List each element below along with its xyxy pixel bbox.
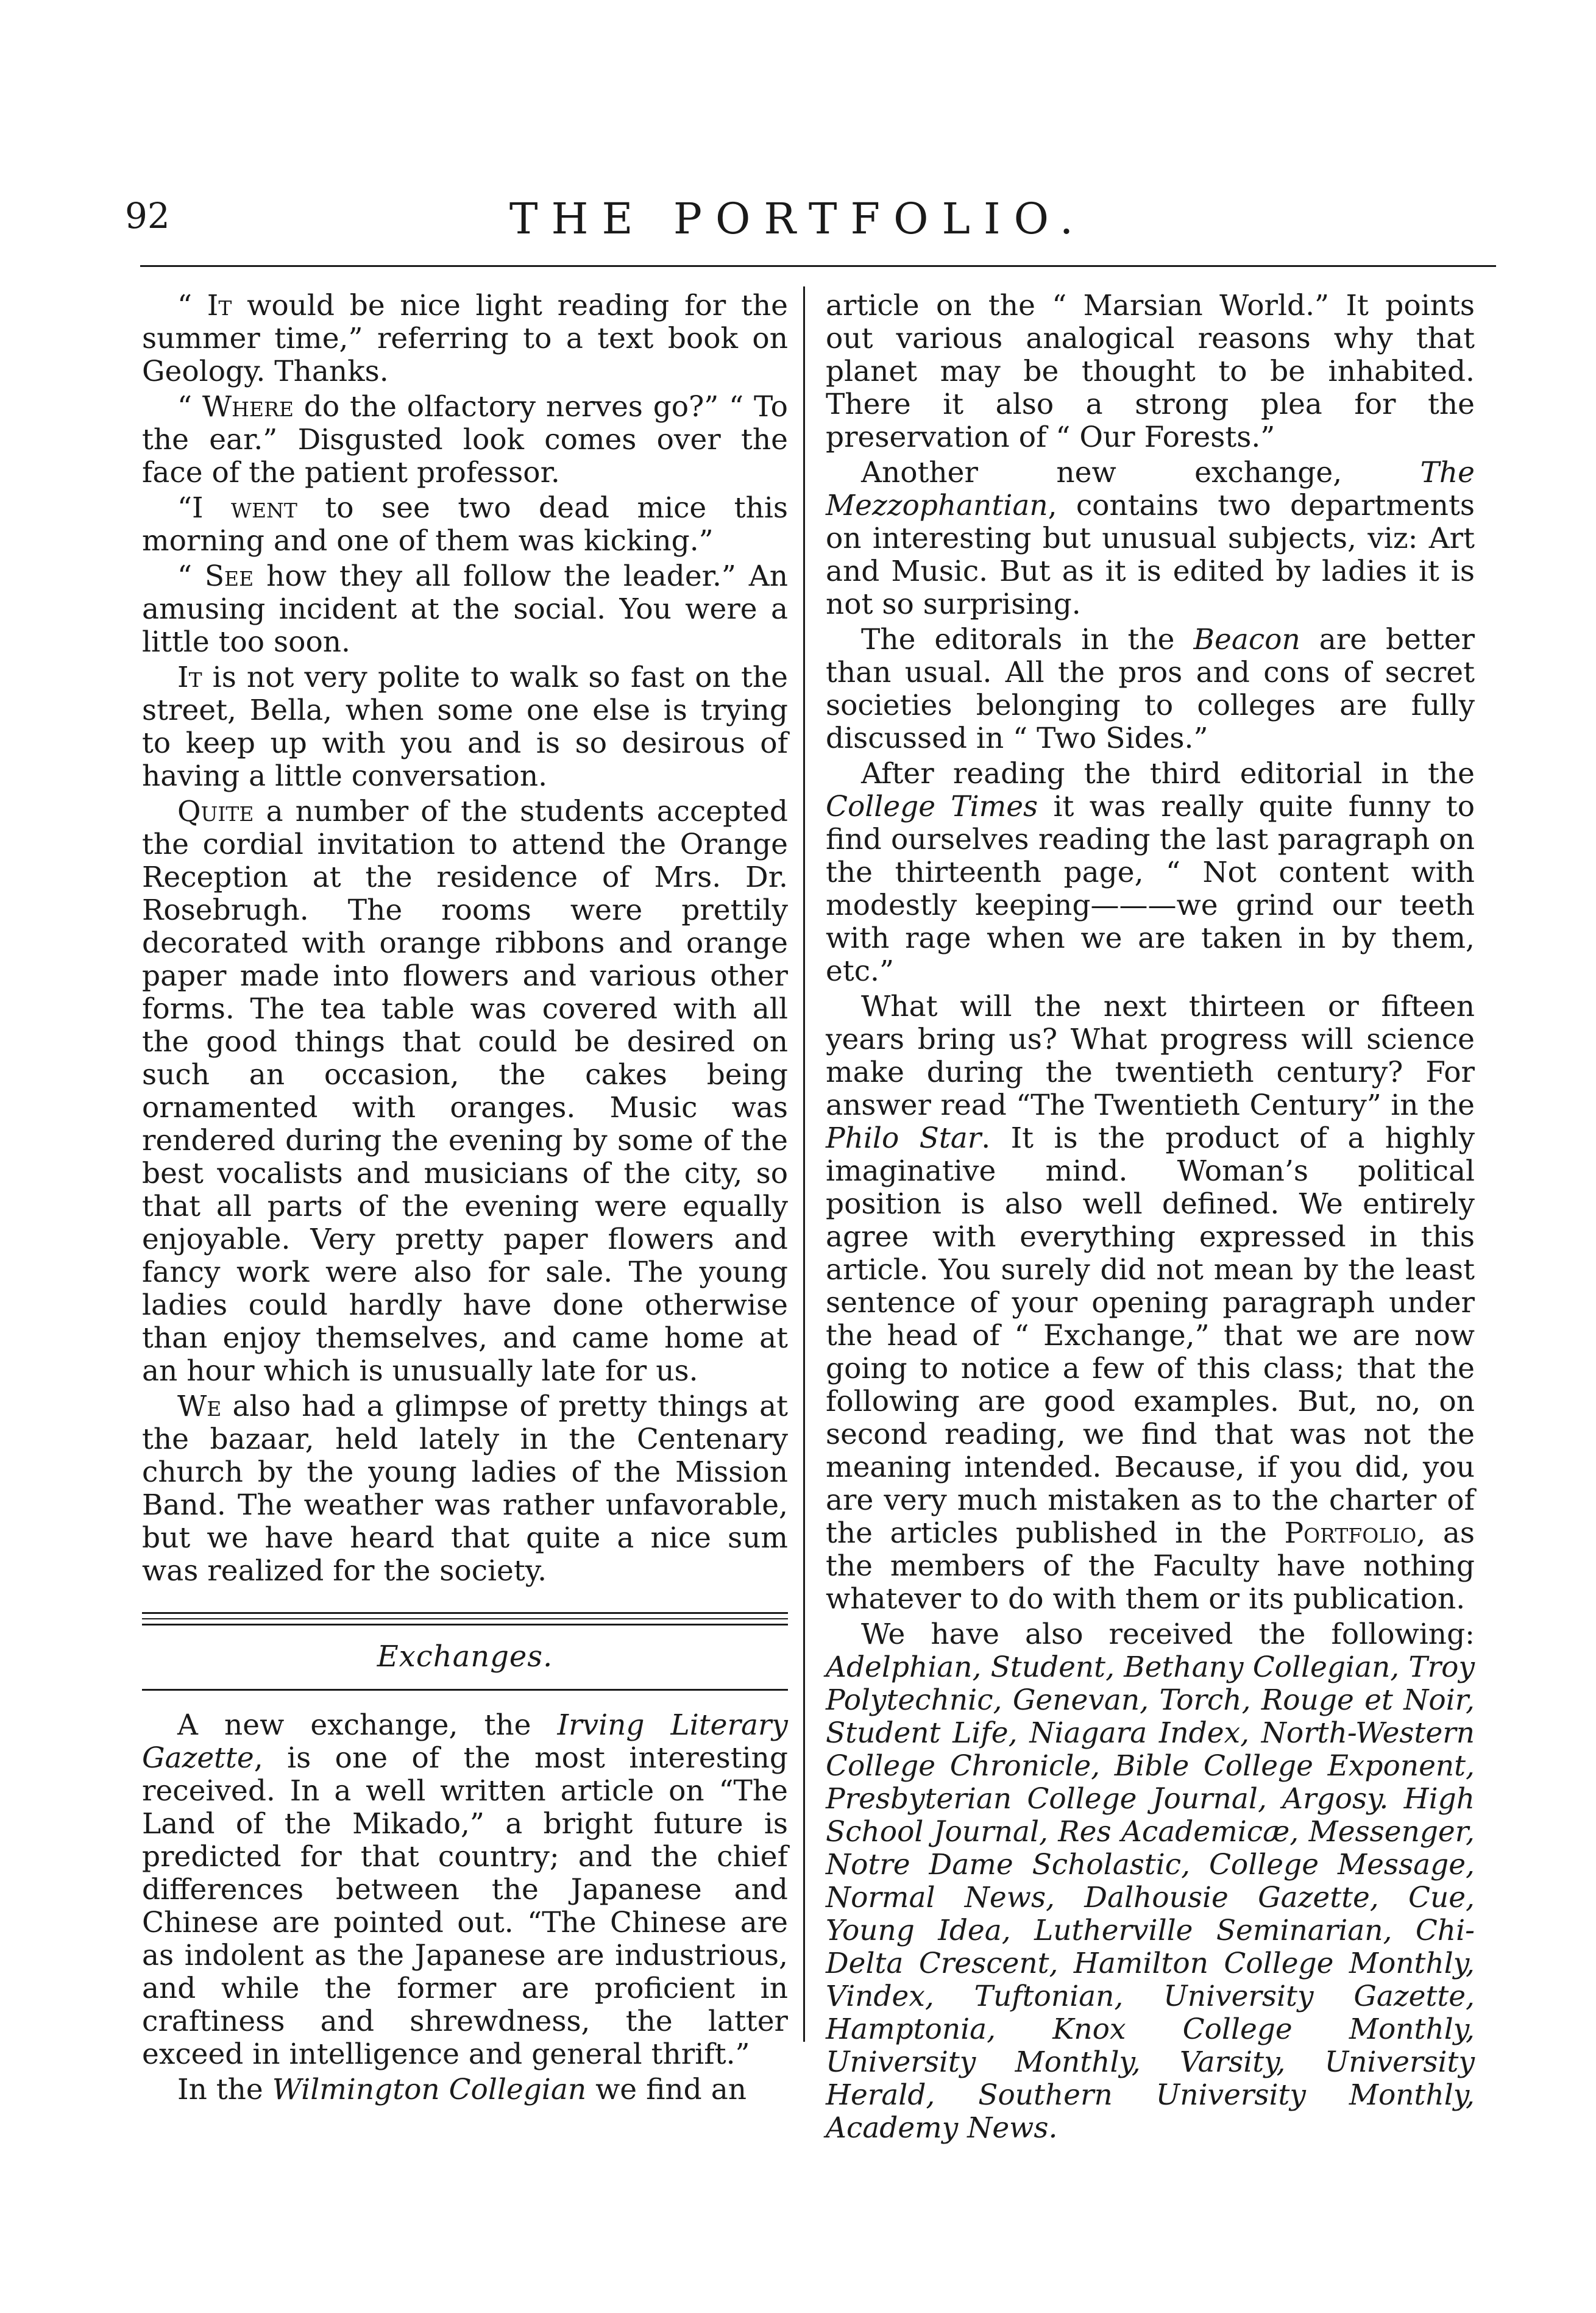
paragraph: “ See how they all follow the leader.” An amusing incident at the social. You were a little too soon. (142, 560, 788, 659)
paragraph: The editorals in the Beacon are better than usual. All the pros and cons of secret societies belonging to colleges are fully discussed in “ Two Sides.” (826, 623, 1475, 755)
paragraph: article on the “ Marsian World.” It points out various analogical reasons why that planet may be thought to be inhabited. There it also a strong plea for the preservation of “ Our Forests.” (826, 289, 1475, 454)
paragraph: “I went to see two dead mice this morning and one of them was kicking.” (142, 491, 788, 558)
left-column (142, 290, 788, 2106)
paragraph: We have also received the following: Adelphian, Student, Bethany Collegian, Troy Polytechnic, Genevan, Torch, Rouge et Noir, Student Life, Niagara Index, North-Western College Chronicle, Bible College Exponent, Presbyterian College Journal, Argosy. High School Journal, Res Academicæ, Messenger, Notre Dame Scholastic, College Message, Normal News, Dalhousie Gazette, Cue, Young Idea, Lutherville Seminarian, Chi-Delta Crescent, Hamilton College Monthly, Vindex, Tuftonian, University Gazette, Hamptonia, Knox College Monthly, University Monthly, Varsity, University Herald, Southern University Monthly, Academy News. (826, 1618, 1475, 2145)
section-heading-exchanges: Exchanges. (377, 1640, 553, 1674)
header-rule (140, 265, 1496, 267)
exchange-paragraph: A new exchange, the Irving Literary Gazette, is one of the most interesting received. In a well written article on “The Land of the Mikado,” a bright future is predicted for that country; and the chief differences between the Japanese and Chinese are pointed out. “The Chinese are as indolent as the Japanese are industrious, and while the former are proficient in craftiness and shrewdness, the latter exceed in intelligence and general thrift.” (142, 1708, 788, 2071)
paragraph: After reading the third editorial in the College Times it was really quite funny to find ourselves reading the last paragraph on the thirteenth page, “ Not content with modestly keeping———we grind our teeth with rage when we are taken in by them, etc.” (826, 757, 1475, 988)
page-number: 92 (125, 195, 170, 236)
paragraph: Quite a number of the students accepted the cordial invitation to attend the Orange Reception at the residence of Mrs. Dr. Rosebrugh. The rooms were prettily decorated with orange ribbons and orange paper made into flowers and various other forms. The tea table was covered with all the good things that could be desired on such an occasion, the cakes being ornamented with oranges. Music was rendered during the evening by some of the best vocalists and musicians of the city, so that all parts of the evening were equally enjoyable. Very pretty paper flowers and fancy work were also for sale. The young ladies could hardly have done otherwise than enjoy themselves, and came home at an hour which is unusually late for us. (142, 795, 788, 1388)
paragraph: We also had a glimpse of pretty things at the bazaar, held lately in the Centenary church by the young ladies of the Mission Band. The weather was rather unfavorable, but we have heard that quite a nice sum was realized for the society. (142, 1390, 788, 1588)
section-rule (142, 1618, 788, 1619)
section-heading-rule (142, 1689, 788, 1691)
paragraph: It is not very polite to walk so fast on the street, Bella, when some one else is trying to keep up with you and is so desirous of having a little conversation. (142, 661, 788, 793)
paragraph: Another new exchange, The Mezzophantian, contains two departments on interesting but unusual subjects, viz: Art and Music. But as it is edited by ladies it is not so surprising. (826, 456, 1475, 621)
section-rule (142, 1612, 788, 1614)
exchange-paragraph: In the Wilmington Collegian we find an (177, 2073, 747, 2106)
column-divider (803, 286, 805, 2042)
paragraph: “ Where do the olfactory nerves go?” “ To the ear.” Disgusted look comes over the face of the patient professor. (142, 390, 788, 489)
running-title: THE PORTFOLIO. (509, 194, 1087, 244)
section-rule (142, 1624, 788, 1625)
paragraph: “ It would be nice light reading for the summer time,” referring to a text book on Geology. Thanks. (142, 289, 788, 388)
right-column (826, 290, 1475, 2145)
paragraph: What will the next thirteen or fifteen years bring us? What progress will science make during the twentieth century? For answer read “The Twentieth Century” in the Philo Star. It is the product of a highly imaginative mind. Woman’s political position is also well defined. We entirely agree with everything expressed in this article. You surely did not mean by the least sentence of your opening paragraph under the head of “ Exchange,” that we are now going to notice a few of this class; that the following are good examples. But, no, on second reading, we find that was not the meaning intended. Because, if you did, you are very much mistaken as to the charter of the articles published in the Portfolio, as the members of the Faculty have nothing whatever to do with them or its publication. (826, 990, 1475, 1616)
